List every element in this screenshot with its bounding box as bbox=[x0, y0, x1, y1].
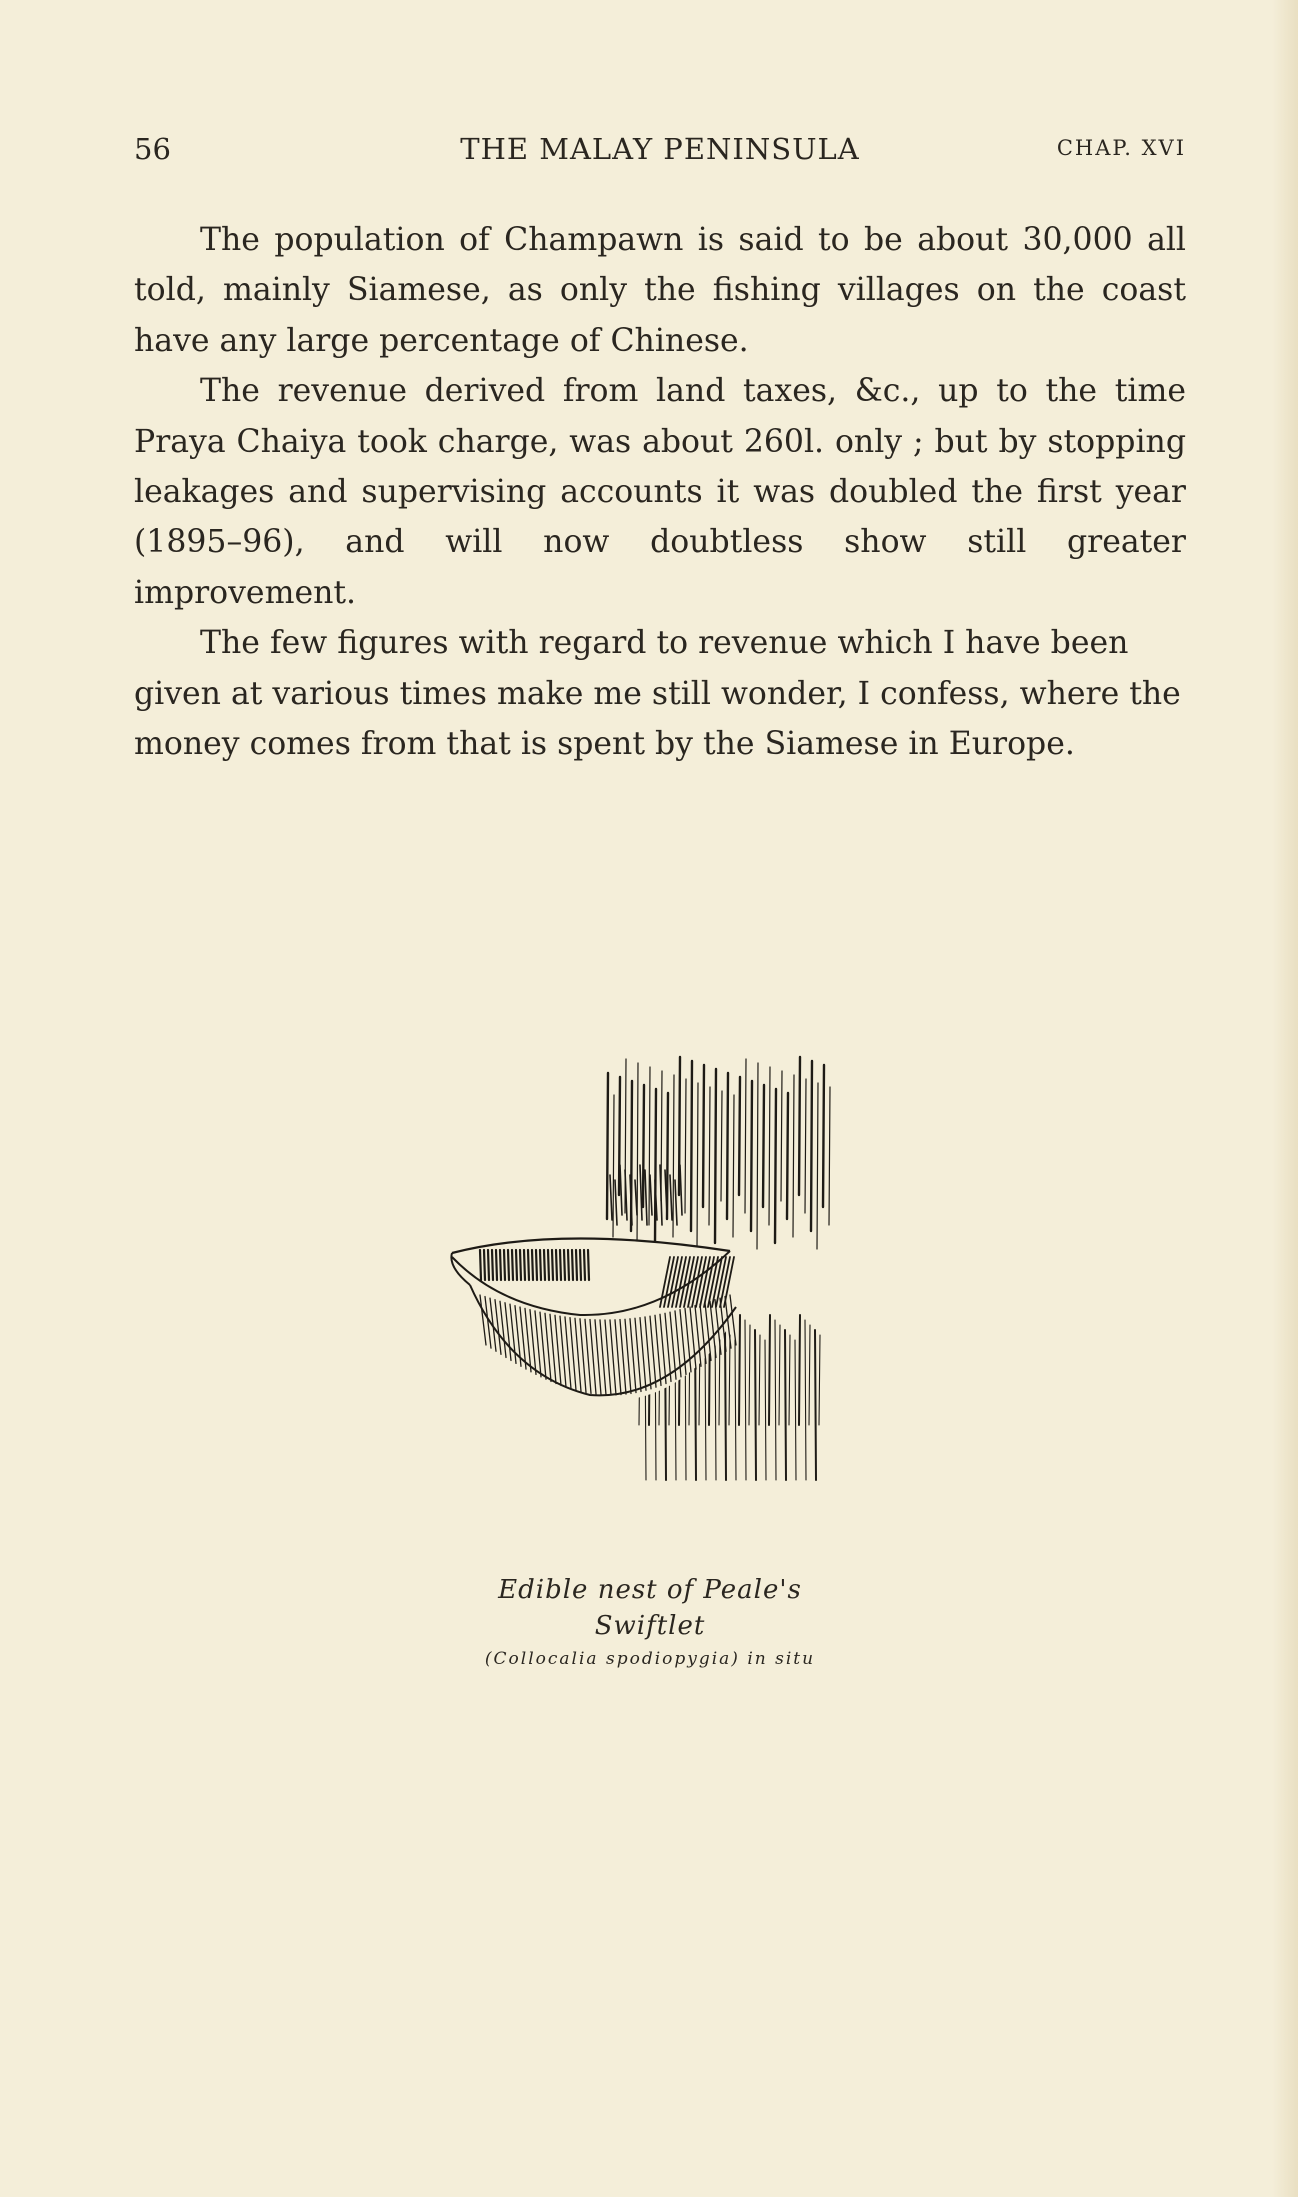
page-edge-shading bbox=[1272, 0, 1298, 2197]
paragraph-revenue: The revenue derived from land taxes, &c., up to the time Praya Chaiya took charge, was about 260l. only ; but by stopping leakages and supervising accounts it was doubled the first year (1895–96), and will now doubtless show still greater improvement. bbox=[134, 373, 1186, 611]
running-head bbox=[134, 132, 1186, 172]
paragraph-figures: The few figures with regard to revenue which I have been given at various times make me still wonder, I confess, where the money comes from that is spent by the Siamese in Europe. bbox=[134, 625, 1181, 763]
swiftlet-nest-illustration bbox=[440, 1045, 860, 1565]
caption-common-name: Edible nest of Peale's Swiftlet bbox=[498, 1575, 802, 1641]
caption-scientific-name: (Collocalia spodiopygia) in situ bbox=[484, 1649, 816, 1669]
paragraph-population: The population of Champawn is said to be about 30,000 all told, mainly Siamese, as only the fishing villages on the coast have any large percentage of Chinese. bbox=[134, 222, 1186, 359]
body-text bbox=[134, 215, 1186, 769]
running-title: THE MALAY PENINSULA bbox=[460, 132, 860, 166]
page-number: 56 bbox=[134, 132, 171, 166]
nest-drawing bbox=[440, 1045, 860, 1565]
figure-caption bbox=[440, 1572, 860, 1674]
chapter-reference: CHAP. XVI bbox=[1056, 136, 1186, 160]
nest-shape bbox=[451, 1238, 740, 1401]
